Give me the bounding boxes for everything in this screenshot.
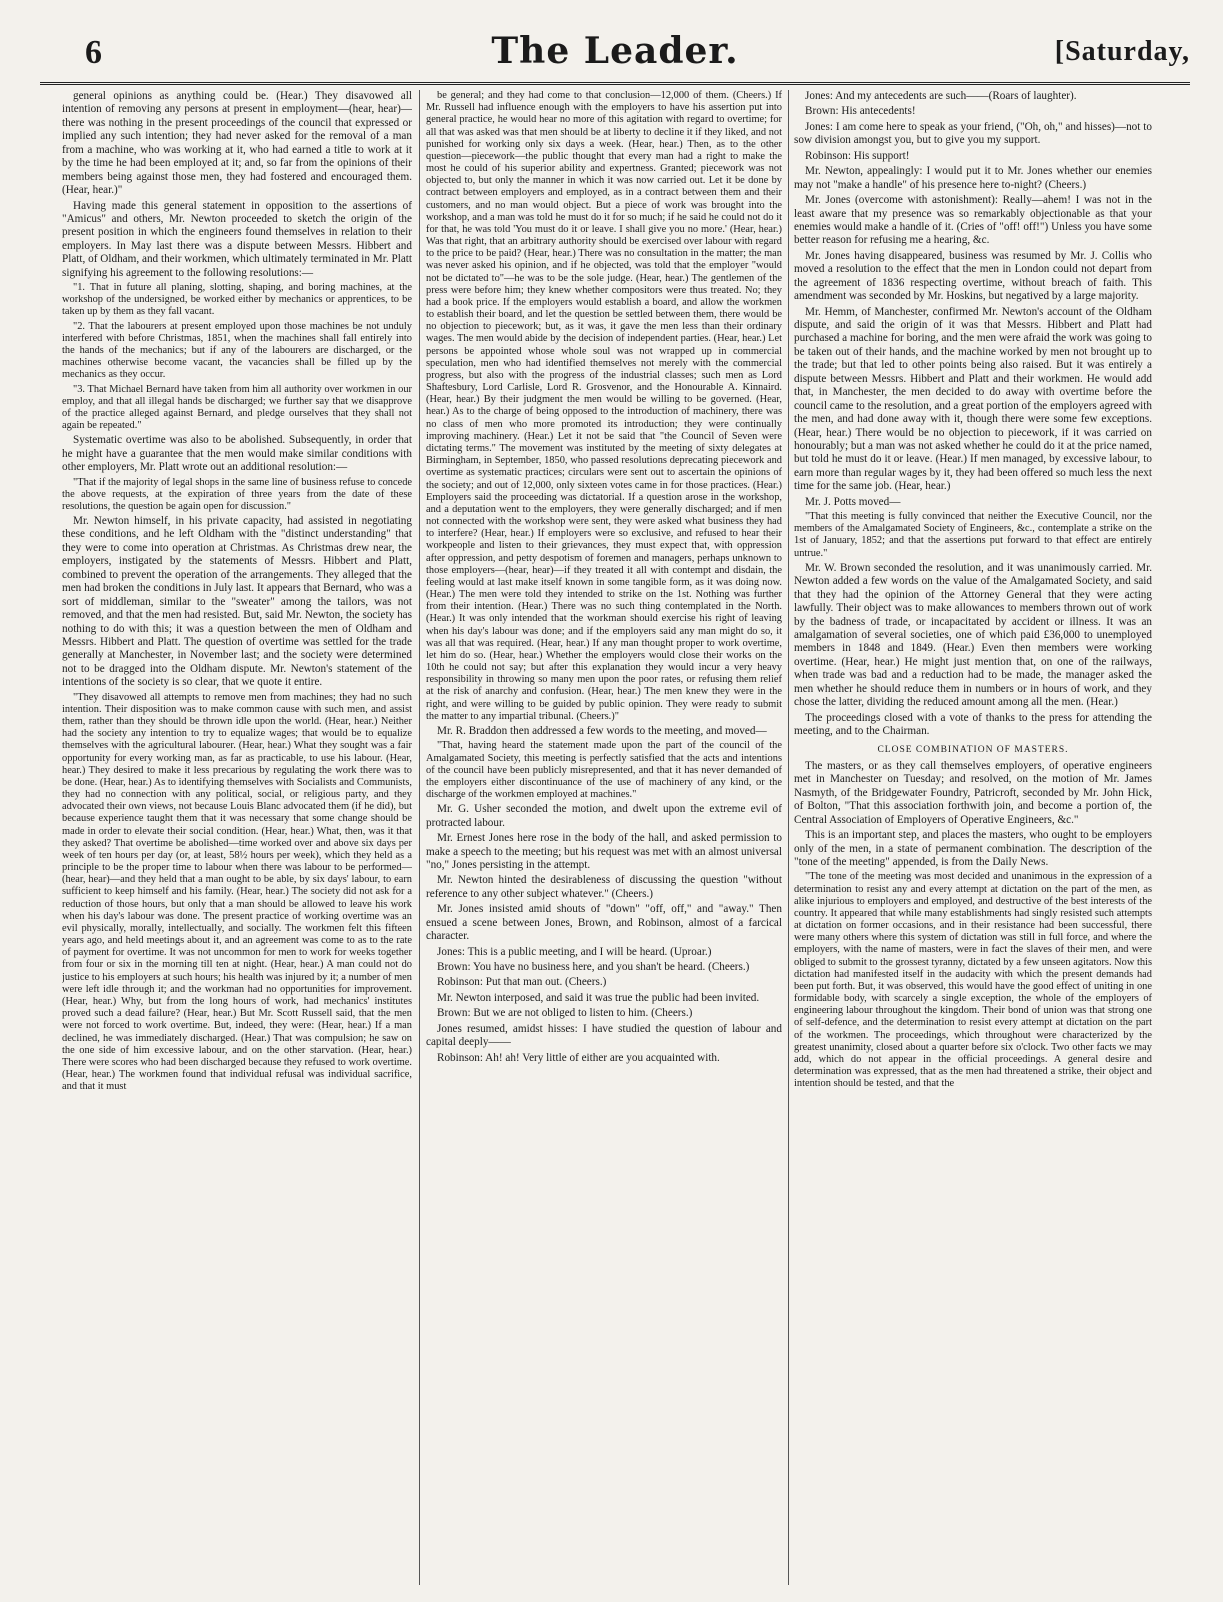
quoted-resolution: "2. That the labourers at present employed upon those machines be not unduly interfered with before Christmas, 1851, when the machines shall fall entirely into the hands of the mechanics; but if any of the labourers are discharged, or the machines otherwise become vacant, the vacancies shall be filled up by the mechanics as they occur. [62,320,412,381]
column-1 [62,90,412,1585]
paragraph: Robinson: His support! [805,149,910,162]
quoted-statement: "They disavowed all attempts to remove men from machines; they had no such intention. Their disposition was to make common cause with such men, and assist them, rather than they should be thrown idle upon the world. (Hear, hear.) Neither had the society any intention to try to equalize wages; that would be to equalize themselves with the agricultural labourer. (Hear, hear.) What they sought was a fair opportunity for every working man, as far as practicable, to use his labour. (Hear, hear.) They desired to make it less precarious by regulating the work there was to be done. (Hear, hear.) As to identifying themselves with Socialists and Communists, they had no connection with any political, social, or religious party, and they advocated their own views, not because Louis Blanc advocated them (if he did), but because experience taught them that it was necessary that some change should be made in order to elevate their social condition. (Hear, hear.) What, then, was it that they asked? That overtime be abolished—time worked over and above six days per week of ten hours per day (or, at least, 58½ hours per week), which they held as a principle to be the proper time to labour when there was labour to be performed—(hear, hear)—and they held that a man ought to be able, by six days' labour, to earn sufficient to keep himself and his family. (Hear, hear.) The society did not ask for a reduction of those hours, but only that a man should be allowed to leave his work when his day's labour was done. The present practice of working overtime was an evil physically, morally, intellectually, and socially. The workmen felt this fifteen years ago, and held meetings about it, and an agreement was come to as to the rate of payment for overtime. It was not uncommon for men to work for weeks together from four or six in the morning till ten at night. (Hear, hear.) A man could not do justice to his employers at such hours; his health was injured by it; a number of men were left idle through it; and the workman had no opportunities for improvement. (Hear, hear.) Why, but from the long hours of work, had mechanics' institutes proved such a dead failure? (Hear, hear.) But Mr. Scott Russell said, that the men were not forced to work overtime. But, indeed, they were: (Hear, hear.) If a man declined, he was immediately discharged. (Hear.) That was compulsion; he saw on the one side of him excessive labour, and on the other starvation. (Hear, hear.) There were scores who had been discharged because they refused to work overtime. (Hear, hear.) The workmen found that individual refusal was individual sacrifice, and that it must [62,691,412,1093]
paragraph: Systematic overtime was also to be abolished. Subsequently, in order that he might have a guarantee that the men would make similar conditions with other employers, Mr. Platt wrote out an additional resolution:— [62,434,412,474]
section-subheading: CLOSE COMBINATION OF MASTERS. [877,744,1069,755]
quoted-statement: be general; and they had come to that conclusion—12,000 of them. (Cheers.) If Mr. Russell had influence enough with the employers to have his assertion put into general practice, he would hear no more of this agitation with regard to overtime; for all that was asked was that men should be at liberty to decline it if they liked, and not punished for working only six days a week. (Hear, hear.) Then, as to the other question—piecework—the public thought that every man had a right to make the most he could of his superior ability and expertness. Granted; piecework was not objected to, but only the manner in which it was now carried out. Let it be done by contract between employers and employed, as in a contract between them and their customers, and no man would object. But a piece of work was brought into the workshop, and a man was told he must do it for so much; if he said he could not do it for that, he was told 'You must do it or leave. I shall give you no more.' (Hear, hear.) Was that right, that an arbitrary authority should be exercised over labour with regard to the price to be paid? (Hear, hear.) There was no consultation in the matter; the man was never asked his opinion, and if he objected, was told that the employer "would not be dictated to"—he was to be the sole judge. (Hear, hear.) The gentlemen of the press were before him; they knew whether compositors were thus treated. No; they had a book price. If the employers would establish a board, and allow the workmen to establish their board, and let the question be settled between them, there would be no objection to piecework; but, as it was, it gave the men less than their ordinary wages. The men would abide by the decision of independent parties. (Hear, hear.) Let persons be appointed whose whole soul was not wrapped up in commercial speculation, men who had identified themselves not merely with the commercial progress, but also with the progress of the industrial classes; such men as Lord Shaftesbury, Lord Carlisle, Lord R. Grosvenor, and the Honourable A. Kinnaird. (Hear, hear.) By their judgment the men would be willing to be governed. (Hear, hear.) As to the charge of being opposed to the introduction of machinery, there was no class of men who more promoted its introduction; they were continually improving machinery. (Hear.) Let it not be said that "the Council of Seven were dictating terms." The movement was instituted by the meeting of sixty delegates at Birmingham, in September, 1850, who passed resolutions deprecating piecework and overtime as systematic practices; circulars were sent out to ascertain the opinions of the society; and out of 12,000, only sixteen votes came in for those practices. (Hear.) Employers said the proceeding was dictatorial. If a question arose in the workshop, and a deputation went to the employers, they were generally discharged; and if men not connected with the workshop were sent, they were asked what business they had to interfere? (Hear, hear.) If employers were so exclusive, and refused to hear their workpeople and listen to their grievances, they must expect that, with oppression after oppression, and petty despotism of foremen and managers, perhaps unknown to those employers—(hear, hear)—if they treated it all with contempt and disdain, the feeling would at last make itself known in some tangible form, as it was doing now. (Hear.) The men were told they intended to strike on the 1st. Nothing was further from their intention. (Hear.) There was no such thing contemplated in the North. (Hear.) It was only intended that the workman should exercise his right of leaving when his day's labour was done; and if the employers said any man might do so, it was all that was required. (Hear, hear.) If any man thought proper to work overtime, let him do so. (Hear, hear.) Whether the employers would close their works on the 10th he could not say; but after this explanation they would incur a very heavy responsibility in throwing so many men upon the poor rates, or refusing them relief at the risk of anarchy and confusion. (Hear, hear.) The men knew they were in the right, and were willing to be guided by public opinion. They were ready to submit the matter to any impartial tribunal. (Cheers.)" [426,90,782,722]
paragraph: Mr. Ernest Jones here rose in the body of the hall, and asked permission to make a speech to the meeting; but his request was met with an almost universal "no," Jones persisting in the attempt. [426,832,782,871]
paragraph: Having made this general statement in opposition to the assertions of "Amicus" and others, Mr. Newton proceeded to sketch the origin of the present position in which the engineers found themselves in relation to their employers. In May last there was a dispute between Messrs. Hibbert and Platt, of Oldham, and their workmen, which ultimately terminated in Mr. Platt signifying his agreement to the following resolutions:— [62,199,412,279]
paragraph: Mr. Newton interposed, and said it was true the public had been invited. [437,991,760,1004]
paragraph: Mr. J. Potts moved— [805,495,901,508]
paragraph: Mr. Jones having disappeared, business was resumed by Mr. J. Collis who moved a resolution to the effect that the men in London could not depart from the agreement of 1836 respecting overtime, without breach of faith. This amendment was seconded by Mr. Hoskins, but negatived by a large majority. [794,249,1152,303]
paragraph: Robinson: Put that man out. (Cheers.) [437,976,607,989]
paragraph: Mr. R. Braddon then addressed a few words to the meeting, and moved— [437,724,767,737]
paragraph: This is an important step, and places the masters, who ought to be employers only of the men, in a state of permanent combination. The description of the "tone of the meeting" appended, is from the Daily News. [794,829,1152,868]
paragraph: Mr. Newton hinted the desirableness of discussing the question "without reference to any other subject whatever." (Cheers.) [426,874,782,900]
paragraph: Brown: His antecedents! [805,105,916,118]
masthead [40,30,1190,85]
paragraph: Jones: And my antecedents are such——(Roars of laughter). [805,90,1077,102]
paragraph: The masters, or as they call themselves employers, of operative engineers met in Manchester on Tuesday; and resolved, on the motion of Mr. James Nasmyth, of the Bridgewater Foundry, Patricroft, seconded by Mr. John Hick, of Bolton, "That this association forthwith join, and become a portion of, the Central Association of Employers of Operative Engineers, &c." [794,759,1152,826]
column-rule [419,90,420,1585]
paragraph: Mr. Newton himself, in his private capacity, had assisted in negotiating these conditions, and he left Oldham with the "distinct understanding" that they were to come into operation at Christmas. As Christmas drew near, the employers, instigated by the statements of Messrs. Hibbert and Platt, combined to prevent the operation of the arrangements. They alleged that the men had broken the conditions in July last. It appears that Bernard, who was a sort of middleman, similar to the "sweater" among the tailors, was not removed, and that the men had resisted. But, said Mr. Newton, the society has nothing to do with this; it was a question between the men of Oldham and Messrs. Hibbert and Platt. The question of overtime was settled for the trade generally at Manchester, in November last; and the society were determined not to be dragged into the Oldham dispute. Mr. Newton's statement of the intentions of the society is so clear, that we quote it entire. [62,515,412,689]
newspaper-title: The Leader. [491,30,739,72]
page-number: 6 [85,34,102,71]
issue-day: [Saturday, [1054,36,1190,67]
paragraph: Jones resumed, amidst hisses: I have studied the question of labour and capital deeply—— [426,1022,782,1049]
paragraph: Mr. Jones (overcome with astonishment): Really—ahem! I was not in the least aware that my presence was so remarkably objectionable as that your enemies would make a handle of it. (Cries of "off! off!") Unless you have some better reason for refusing me a hearing, &c. [794,194,1152,247]
paragraph: The proceedings closed with a vote of thanks to the press for attending the meeting, and to the Chairman. [794,711,1152,738]
quoted-statement: "The tone of the meeting was most decided and unanimous in the expression of a determination to resist any and every attempt at dictation on the part of the men, as alike injurious to employers and employed, and destructive of the best interests of the country. It appeared that while many establishments had singly resisted such attempts at dictation on former occasions, and in their resistance had been successful, there were many others where this system of dictation was still in full force, and where the employers, with the name of masters, were in fact the slaves of their men, and were obliged to submit to the grossest tyranny, dictated by a few unseen agitators. Now this dictation had manifested itself in the audacity with which the present demands had been put forth. But, it was observed, this would have the good effect of uniting in one formidable body, with scarcely a single exception, the whole of the employers of engineering labour throughout the kingdom. Their bond of union was that strong one of self-defence, and the determination to resist every attempt at dictation on the part of the workmen. The proceedings, which throughout were characterized by the greatest unanimity, closed about a quarter before six o'clock. Two other facts we may add, which do not appear in the official proceedings. A general desire and determination was expressed, that as the men had threatened a strike, their object and intention should be tested, and that the [794,871,1152,1090]
paragraph: Mr. G. Usher seconded the motion, and dwelt upon the extreme evil of protracted labour. [426,803,782,829]
quoted-resolution: "That this meeting is fully convinced that neither the Executive Council, nor the members of the Amalgamated Society of Engineers, &c., contemplate a strike on the 1st of January, 1852; and that the assertions put forward to that effect are entirely untrue." [794,511,1152,559]
paragraph: Mr. W. Brown seconded the resolution, and it was unanimously carried. Mr. Newton added a few words on the value of the Amalgamated Society, and said that they had the opinion of the Attorney General that they were acting lawfully. Their object was to make allowances to members thrown out of work by the badness of trade, or incapacitated by accident or illness. It was an amalgamation of several societies, one of which paid £36,000 to unemployed members in 1848 and 1849. (Hear.) Even then members were working overtime. (Hear, hear.) He might just mention that, on one of the railways, when trade was bad and a reduction had to be made, the manager asked the men whether he should reduce them in numbers or in hours of work, and they chose the latter, dividing the reduced amount among all the men. (Hear.) [794,561,1152,709]
column-rule [788,90,789,1585]
paragraph: Jones: I am come here to speak as your friend, ("Oh, oh," and hisses)—not to sow division amongst you, but to give you my support. [794,120,1152,147]
paragraph: Brown: But we are not obliged to listen to him. (Cheers.) [437,1007,693,1020]
paragraph: Jones: This is a public meeting, and I will be heard. (Uproar.) [437,945,712,958]
paragraph: general opinions as anything could be. (Hear.) They disavowed all intention of removing any persons at present in employment—(hear, hear)—there was nothing in the present proceedings of the council that expressed or implied any such intention; they had never asked for the removal of a man from a machine, who was working at it, who had earned a title to work at it by the time he had been employed at it; and, so far from the opinions of their members being against those men, they had fostered and encouraged them. (Hear, hear.)" [62,90,412,197]
quoted-resolution: "That if the majority of legal shops in the same line of business refuse to concede the above requests, at the expiration of three years from the date of these resolutions, the question be again open for discussion." [62,476,412,512]
paragraph: Robinson: Ah! ah! Very little of either are you acquainted with. [437,1051,720,1064]
paragraph: Mr. Hemm, of Manchester, confirmed Mr. Newton's account of the Oldham dispute, and said the origin of it was that Messrs. Hibbert and Platt had purchased a machine for boring, and the men were afraid the work was going to be taken out of their hands, and the machine worked by men not brought up to the trade; but that led to other points being also raised. But it was entirely a dispute between Messrs. Hibbert and Platt and their workmen. He would add that, in Manchester, the men decided to do away with overtime before the council came to the resolution, and a great portion of the employers agreed with the men, and had done away with it, though there were some few exceptions. (Hear, hear.) There would be no objection to piecework, if it was carried on honourably; but a man was not asked whether he could do it at the price named, but told he must do it or leave. (Hear.) If men managed, by excessive labour, to earn more than regular wages by it, they had been offered so much less the next time for the same job. (Hear, hear.) [794,305,1152,493]
paragraph: Brown: You have no business here, and you shan't be heard. (Cheers.) [437,961,750,974]
quoted-resolution: "1. That in future all planing, slotting, shaping, and boring machines, at the workshop of the undersigned, be worked either by mechanics or apprentices, to be taken up by them as they fall vacant. [62,282,412,318]
column-2 [426,90,782,1585]
quoted-resolution: "3. That Michael Bernard have taken from him all authority over workmen in our employ, and that all illegal hands be discharged; we further say that we disapprove of the practice alleged against Bernard, and pledge ourselves that they shall not again be repeated." [62,383,412,432]
column-3 [794,90,1152,1585]
paragraph: Mr. Newton, appealingly: I would put it to Mr. Jones whether our enemies may not "make a handle" of his presence here to-night? (Cheers.) [794,165,1152,191]
quoted-resolution: "That, having heard the statement made upon the part of the council of the Amalgamated Society, this meeting is perfectly satisfied that the acts and intentions of the council have been publicly misrepresented, and that it has never demanded of the employers either discontinuance of the use of machinery of any kind, or the discharge of the workmen employed at machines." [426,740,782,801]
paragraph: Mr. Jones insisted amid shouts of "down" "off, off," and "away." Then ensued a scene between Jones, Brown, and Robinson, almost of a farcical character. [426,903,782,943]
